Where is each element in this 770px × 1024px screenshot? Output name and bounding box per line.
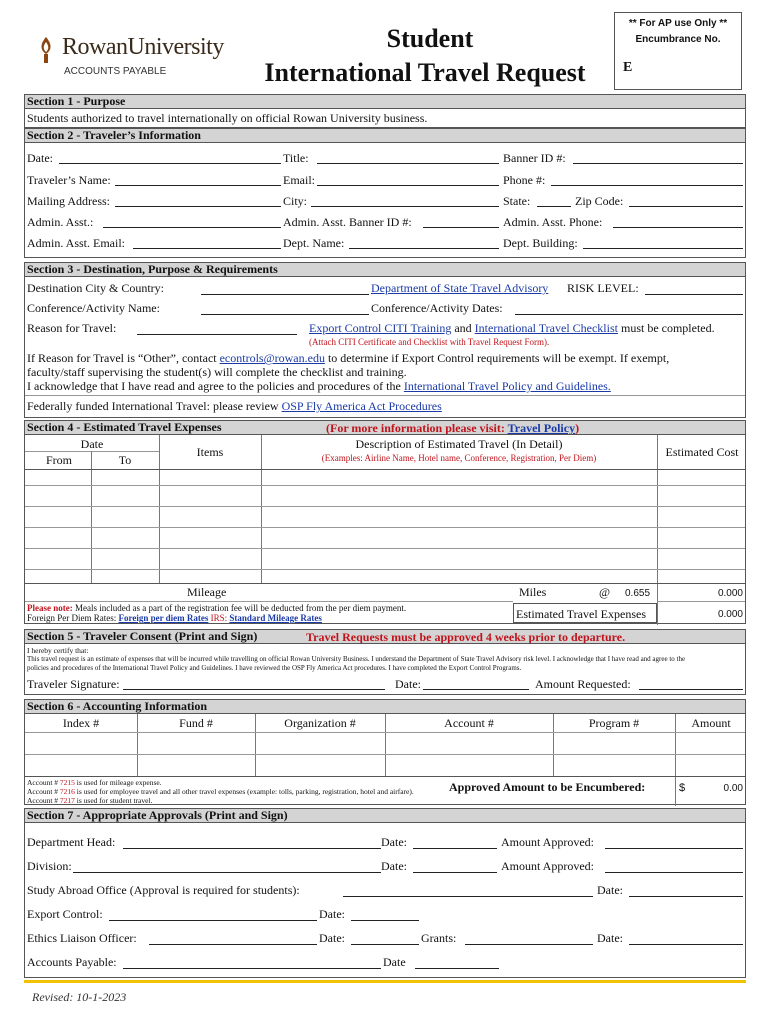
other-reason-line2: faculty/staff supervising the student(s) will complete the checklist and training.	[27, 365, 407, 379]
section-3-body	[24, 276, 746, 418]
phone-field[interactable]	[551, 185, 743, 186]
to-header: To	[118, 453, 132, 467]
citi-line	[309, 321, 715, 335]
approval-warning: Travel Requests must be approved 4 weeks prior to departure.	[306, 630, 626, 644]
acc1-pre: Account #	[27, 778, 59, 787]
traveler-signature-label: Traveler Signature:	[27, 677, 120, 691]
risk-level-label: RISK LEVEL:	[567, 281, 639, 295]
osp-fly-america-link[interactable]: OSP Fly America Act Procedures	[281, 399, 442, 413]
section-5-body	[24, 643, 746, 695]
logo-sub: ACCOUNTS PAYABLE	[64, 66, 167, 77]
account-header: Account #	[444, 716, 494, 730]
ethics-date-field[interactable]	[351, 944, 419, 945]
table-row[interactable]	[25, 485, 745, 486]
e-mark: E	[623, 60, 633, 75]
acc3-num: 7217	[59, 796, 75, 805]
dept-head-field[interactable]	[123, 848, 381, 849]
examples-header: (Examples: Airline Name, Hotel name, Conference, Registration, Per Diem)	[321, 453, 597, 463]
expense-table	[24, 434, 746, 624]
mileage-label: Mileage	[187, 585, 227, 599]
section-2-body	[24, 142, 746, 258]
mailing-address-label: Mailing Address:	[27, 194, 110, 208]
traveler-name-field[interactable]	[115, 185, 281, 186]
approved-amount-value[interactable]: 0.00	[723, 783, 743, 794]
econtrols-email-link[interactable]: econtrols@rowan.edu	[219, 351, 325, 365]
date-label: Date:	[27, 151, 53, 165]
ap-use-box	[614, 12, 742, 90]
ethics-field[interactable]	[149, 944, 317, 945]
title-field[interactable]	[317, 163, 499, 164]
account-note-3	[27, 796, 152, 805]
destination-field[interactable]	[201, 294, 369, 295]
more-info-pre: (For more information please visit:	[326, 421, 505, 435]
consent-text-2: policies and procedures of the International Travel Policy and Guidelines. I have reviewed the OSP Fly America Act procedures. I have completed the Export Control Programs.	[27, 664, 522, 672]
est-total-label: Estimated Travel Expenses	[516, 607, 646, 621]
title-label: Title:	[283, 151, 309, 165]
fund-header: Fund #	[179, 716, 213, 730]
banner-id-field[interactable]	[573, 163, 743, 164]
zip-label: Zip Code:	[575, 194, 624, 208]
travel-policy-link[interactable]: Travel Policy	[507, 421, 576, 435]
study-abroad-field[interactable]	[343, 896, 593, 897]
grants-field[interactable]	[465, 944, 593, 945]
section-1-header: Section 1 - Purpose	[24, 94, 746, 109]
other-text-2: to determine if Export Control requirements will be exempt. If exempt,	[327, 351, 670, 365]
more-info-line	[326, 421, 579, 435]
export-control-field[interactable]	[109, 920, 317, 921]
account-note-1	[27, 778, 162, 787]
other-text-1: If Reason for Travel is “Other”, contact	[27, 351, 217, 365]
conference-name-label: Conference/Activity Name:	[27, 301, 160, 315]
section-7-header: Section 7 - Appropriate Approvals (Print and Sign)	[24, 808, 746, 823]
acknowledge-line	[27, 379, 611, 393]
destination-label: Destination City & Country:	[27, 281, 164, 295]
please-note: Please note:	[27, 603, 73, 613]
meals-note	[27, 604, 406, 613]
admin-email-label: Admin. Asst. Email:	[27, 236, 126, 250]
dept-head-date-field[interactable]	[413, 848, 497, 849]
est-total-label-box	[513, 603, 657, 623]
irs-text: IRS:	[210, 613, 228, 623]
meals-text: Meals included as a part of the registration fee will be deducted from the per diem payment.	[74, 603, 407, 613]
footer-bar	[24, 980, 746, 983]
ethics-label: Ethics Liaison Officer:	[27, 931, 137, 945]
city-field[interactable]	[311, 206, 499, 207]
mileage-cost[interactable]: 0.000	[717, 588, 743, 599]
study-abroad-date-field[interactable]	[629, 896, 743, 897]
attach-note: (Attach CITI Certificate and Checklist with Travel Request Form).	[309, 337, 550, 347]
dept-head-label: Department Head:	[27, 835, 116, 849]
acc1-num: 7215	[59, 778, 75, 787]
admin-phone-label: Admin. Asst. Phone:	[503, 215, 603, 229]
table-row[interactable]	[25, 754, 745, 755]
export-date-field[interactable]	[351, 920, 419, 921]
admin-banner-field[interactable]	[423, 227, 499, 228]
ethics-date-label: Date:	[319, 931, 345, 945]
federal-line	[27, 399, 442, 413]
logo	[36, 34, 236, 82]
date-header: Date	[80, 437, 104, 451]
logo-name: RowanUniversity	[62, 34, 224, 60]
export-control-label: Export Control:	[27, 907, 103, 921]
phone-label: Phone #:	[503, 173, 546, 187]
acc3-post: is used for student travel.	[76, 796, 153, 805]
admin-banner-label: Admin. Asst. Banner ID #:	[283, 215, 412, 229]
section-3-header: Section 3 - Destination, Purpose & Requirements	[24, 262, 746, 277]
travel-policy-guidelines-link[interactable]: International Travel Policy and Guidelines.	[403, 379, 611, 393]
encumbrance-label: Encumbrance No.	[635, 34, 721, 45]
mailing-address-field[interactable]	[115, 206, 281, 207]
ap-date-field[interactable]	[415, 968, 499, 969]
dept-head-amount-label: Amount Approved:	[501, 835, 594, 849]
risk-level-field[interactable]	[645, 294, 743, 295]
acc1-post: is used for mileage expense.	[76, 778, 162, 787]
dept-head-amount-field[interactable]	[605, 848, 743, 849]
table-row[interactable]	[25, 527, 745, 528]
grants-date-field[interactable]	[629, 944, 743, 945]
city-label: City:	[283, 194, 308, 208]
ack-text: I acknowledge that I have read and agree to the policies and procedures of the	[27, 379, 401, 393]
division-date-field[interactable]	[413, 872, 497, 873]
program-header: Program #	[588, 716, 640, 730]
table-row[interactable]	[25, 569, 745, 570]
account-note-2	[27, 787, 414, 796]
section-1-body	[24, 108, 746, 128]
amount-header: Amount	[691, 716, 731, 730]
dept-name-field[interactable]	[349, 248, 499, 249]
mileage-rate: 0.655	[625, 588, 651, 599]
state-field[interactable]	[537, 206, 571, 207]
dept-head-date-label: Date:	[381, 835, 407, 849]
torch-icon	[36, 36, 56, 64]
division-amount-label: Amount Approved:	[501, 859, 594, 873]
traveler-name-label: Traveler’s Name:	[27, 173, 111, 187]
more-info-post: )	[575, 421, 580, 435]
banner-id-label: Banner ID #:	[503, 151, 566, 165]
dept-name-label: Dept. Name:	[283, 236, 345, 250]
section-7-body	[24, 822, 746, 978]
section-2-header: Section 2 - Traveler’s Information	[24, 128, 746, 143]
other-reason-line1	[27, 351, 669, 365]
dept-building-label: Dept. Building:	[503, 236, 578, 250]
email-field[interactable]	[317, 185, 499, 186]
mileage-rates-link[interactable]: Standard Mileage Rates	[229, 613, 322, 623]
consent-text-1: This travel request is an estimate of expenses that will be incurred while travelling on official Rowan University Business. I understand the Department of State Travel Advisory risk level. I acknowledge that I have read and agree to the	[27, 655, 686, 663]
travel-checklist-link[interactable]: International Travel Checklist	[474, 321, 618, 335]
cost-header: Estimated Cost	[665, 445, 739, 459]
division-field[interactable]	[73, 872, 381, 873]
title-line2: International Travel Request	[264, 58, 586, 87]
section-4-title: Section 4 - Estimated Travel Expenses	[27, 420, 222, 434]
must-text: must be completed.	[620, 321, 715, 335]
division-date-label: Date:	[381, 859, 407, 873]
table-row[interactable]	[25, 506, 745, 507]
federal-text: Federally funded International Travel: please review	[27, 399, 279, 413]
amount-requested-field[interactable]	[639, 689, 743, 690]
and-text: and	[454, 321, 472, 335]
dollar-sign: $	[679, 782, 686, 794]
consent-date-label: Date:	[395, 677, 421, 691]
export-date-label: Date:	[319, 907, 345, 921]
accounts-payable-label: Accounts Payable:	[27, 955, 117, 969]
table-row[interactable]	[25, 548, 745, 549]
reason-field[interactable]	[137, 334, 297, 335]
approved-amount-label: Approved Amount to be Encumbered:	[449, 780, 646, 794]
grants-date-label: Date:	[597, 931, 623, 945]
from-header: From	[45, 453, 72, 467]
conference-dates-field[interactable]	[515, 314, 743, 315]
est-total-value[interactable]: 0.000	[717, 609, 743, 620]
study-abroad-date-label: Date:	[597, 883, 623, 897]
title-line1: Student	[386, 24, 474, 53]
citi-training-link[interactable]: Export Control CITI Training	[309, 321, 452, 335]
admin-asst-label: Admin. Asst.:	[27, 215, 94, 229]
admin-asst-field[interactable]	[103, 227, 281, 228]
state-label: State:	[503, 194, 531, 208]
items-header: Items	[196, 445, 224, 459]
ap-date-label: Date	[383, 955, 406, 969]
travel-advisory-link[interactable]: Department of State Travel Advisory	[371, 281, 549, 295]
acc2-pre: Account #	[27, 787, 59, 796]
conference-dates-label: Conference/Activity Dates:	[371, 301, 503, 315]
certify-label: I hereby certify that:	[27, 646, 89, 655]
purpose-text: Students authorized to travel internationally on official Rowan University business.	[27, 111, 428, 125]
ap-use-label: ** For AP use Only **	[628, 18, 728, 29]
section-6-header: Section 6 - Accounting Information	[24, 699, 746, 714]
at-symbol: @	[599, 585, 611, 599]
acc2-num: 7216	[59, 787, 75, 796]
rates-note	[27, 614, 322, 623]
admin-email-field[interactable]	[133, 248, 281, 249]
traveler-signature-field[interactable]	[123, 689, 385, 690]
acc2-post: is used for employee travel and all other travel expenses (example: tolls, parking, registration, hotel and airfare).	[76, 787, 414, 796]
foreign-text: Foreign Per Diem Rates:	[27, 613, 117, 623]
revised-date: Revised: 10-1-2023	[32, 990, 127, 1004]
accounting-table	[24, 713, 746, 805]
index-header: Index #	[62, 716, 100, 730]
foreign-rates-link[interactable]: Foreign per diem Rates	[118, 613, 209, 623]
study-abroad-label: Study Abroad Office (Approval is required for students):	[27, 883, 300, 897]
zip-field[interactable]	[629, 206, 743, 207]
admin-phone-field[interactable]	[613, 227, 743, 228]
accounts-payable-field[interactable]	[123, 968, 381, 969]
grants-label: Grants:	[421, 931, 457, 945]
description-header: Description of Estimated Travel (In Detail)	[355, 437, 563, 451]
consent-date-field[interactable]	[423, 689, 529, 690]
miles-label: Miles	[519, 585, 547, 599]
email-label: Email:	[283, 173, 315, 187]
amount-requested-label: Amount Requested:	[535, 677, 631, 691]
section-5-title: Section 5 - Traveler Consent (Print and Sign)	[27, 629, 258, 643]
division-label: Division:	[27, 859, 72, 873]
conference-name-field[interactable]	[201, 314, 369, 315]
division-amount-field[interactable]	[605, 872, 743, 873]
organization-header: Organization #	[284, 716, 356, 730]
dept-building-field[interactable]	[583, 248, 743, 249]
date-field[interactable]	[59, 163, 281, 164]
reason-label: Reason for Travel:	[27, 321, 117, 335]
acc3-pre: Account #	[27, 796, 59, 805]
